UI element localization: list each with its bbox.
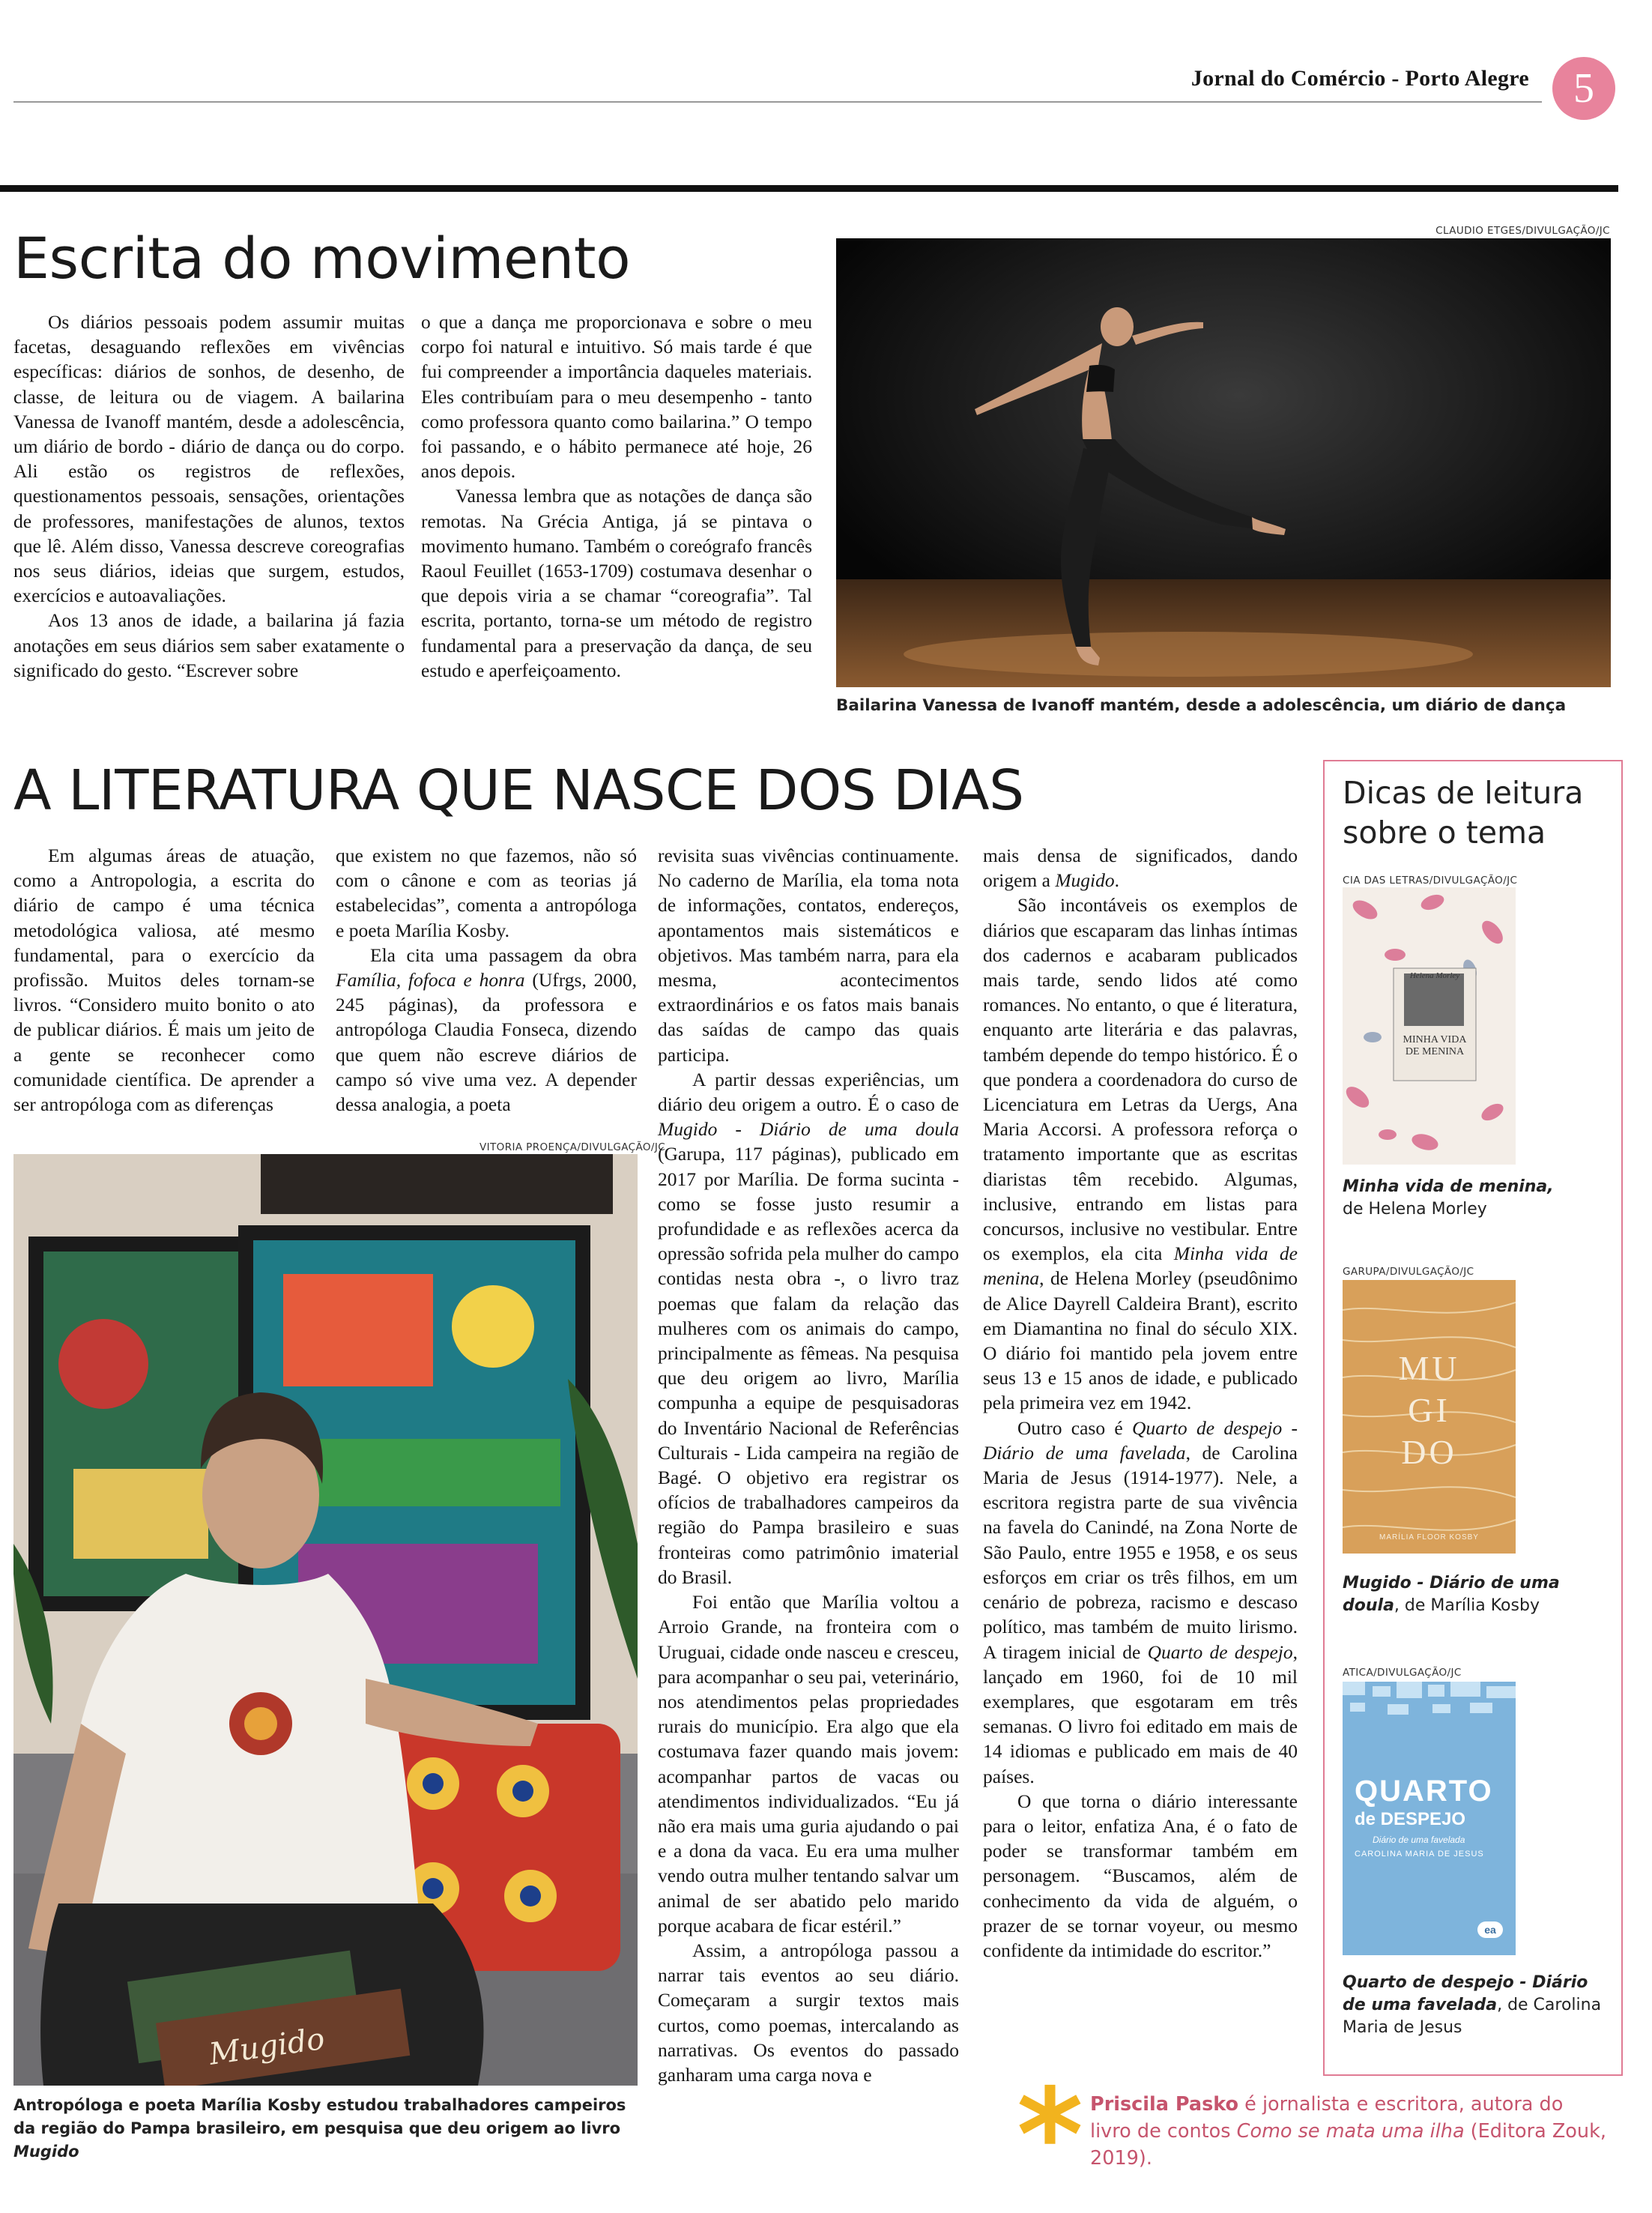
publisher-logo: ea bbox=[1477, 1921, 1503, 1938]
paragraph: A partir dessas experiências, um diário deu origem a outro. É o caso de Mugido - Diário de uma doula (Garupa, 117 páginas), publicado em 2017 por Marília. De forma sucinta - como se fosse justo resumir a profundidade e as reflexões acerca da opressão sofrida pela mulher do campo contidas nesta obra -, o livro traz poemas que falam da relação das mulheres com os animais do campo, principalmente as fêmeas. Na pesquisa que deu origem ao livro, Marília compunha a equipe de pesquisadoras do Inventário Nacional de Referências Culturais - Lida campeira na região de Bagé. O objetivo era registrar os ofícios de trabalhadores campeiros da região do Pampa brasileiro e suas fronteiras como patrimônio imaterial do Brasil. bbox=[658, 1068, 959, 1588]
book-caption-3: Quarto de despejo - Diário de uma favelada, de Carolina Maria de Jesus bbox=[1343, 1973, 1602, 2037]
book-cover-subtitle: Diário de uma favelada bbox=[1373, 1835, 1465, 1845]
article-title-escrita: Escrita do movimento bbox=[13, 225, 631, 292]
paragraph: o que a dança me proporcionava e sobre o meu corpo foi natural e intuitivo. Só mais tarde é que fui compreender a importância daqueles materiais. Eles contribuíam para o meu desempenho - tanto como professora quanto como bailarina.” O tempo foi passando, e o hábito permanece até hoje, 26 anos depois. bbox=[421, 311, 812, 483]
paragraph: Em algumas áreas de atuação, como a Antropologia, a escrita do diário de campo é uma técnica metodológica valiosa, até mesmo fundamental, para o exercício da profissão. Muitos deles tornam-se livros. “Considero muito bonito o ato de publicar diários. É mais um jeito de a gente se reconhecer como comunidade científica. De aprender a ser antropóloga com as diferenças bbox=[13, 845, 315, 1116]
paragraph: Os diários pessoais podem assumir muitas facetas, desaguando reflexões em vivências específicas: diários de sonhos, de desenho, de classe, de leitura ou de viagem. A bailarina Vanessa de Ivanoff mantém, desde a adolescência, um diário de bordo - diário de dança ou do corpo. Ali estão os registros de reflexões, questionamentos pessoais, sensações, orientações de professores, manifestações de alunos, textos que lê. Além disso, Vanessa descreve coreografias nos seus diários, ideias que surgem, estudos, exercícios e autoavaliações. bbox=[13, 311, 405, 607]
paragraph: Foi então que Marília voltou a Arroio Grande, na fronteira com o Uruguai, cidade onde nasceu e cresceu, para acompanhar o seu pai, veterinário, nos atendimentos pelas propriedades rurais do município. Era algo que ela costumava fazer quando mais jovem: acompanhar partos de vacas ou atendimentos individualizados. “Eu já não era mais uma guria ajudando o pai e a dona da vaca. Eu era uma mulher vendo outra mulher tentando salvar um animal de ser abatido pelo marido porque acabara de ficar estéril.” bbox=[658, 1591, 959, 1936]
paragraph: Vanessa lembra que as notações de dança são remotas. Na Grécia Antiga, já se pintava o movimento humano. Também o coreógrafo francês Raoul Feuillet (1653-1709) costumava desenhar o que depois viria a se chamar “coreografia”. Tal escrita, portanto, torna-se um método de registro fundamental para a preservação da dança, de seu estudo e aperfeiçoamento. bbox=[421, 485, 812, 681]
paragraph: mais densa de significados, dando origem a Mugido. bbox=[983, 845, 1298, 892]
book-cover-quarto bbox=[1343, 1682, 1516, 1955]
book-cover-author: MARÍLIA FLOOR KOSBY bbox=[1379, 1533, 1479, 1542]
author-bio: Priscila Pasko é jornalista e escritora, autora do livro de contos Como se mata uma ilha (Editora Zouk, 2019). bbox=[1090, 2093, 1606, 2170]
paragraph: São incontáveis os exemplos de diários que escaparam das linhas íntimas dos cadernos e acabaram publicados mais tarde, sendo lidos até como romances. No entanto, o que é literatura, enquanto arte literária e das palavras, também depende do tempo histórico. É o que pondera a coordenadora do curso de Licenciatura em Letras da Uergs, Ana Maria Accorsi. A professora reforça o tratamento importante que as escritas diaristas têm recebido. Algumas, inclusive, entrando em listas para concursos, inclusive no vestibular. Entre os exemplos, ela cita Minha vida de menina, de Helena Morley (pseudônimo de Alice Dayrell Caldeira Brant), escrito em Diamantina no final do século XIX. O diário foi mantido pela jovem entre seus 13 e 15 anos de idade, e publicado pela primeira vez em 1942. bbox=[983, 894, 1298, 1414]
paragraph: Ela cita uma passagem da obra Família, fofoca e honra (Ufrgs, 2000, 245 páginas), da professora e antropóloga Claudia Fonseca, dizendo que quem não escreve diários de campo só vive uma vez. A depender dessa analogia, a poeta bbox=[336, 944, 637, 1116]
book-cover-title: MINHA VIDA DE MENINA bbox=[1403, 1034, 1467, 1057]
book-caption-1: Minha vida de menina, de Helena Morley bbox=[1343, 1177, 1554, 1219]
book-cover-author: Helena Morley bbox=[1409, 971, 1460, 980]
photo-credit-dancer: CLAUDIO ETGES/DIVULGAÇÃO/JC bbox=[1435, 225, 1610, 237]
author-name: Priscila Pasko bbox=[1090, 2093, 1239, 2116]
asterisk-icon: * bbox=[1017, 2062, 1083, 2210]
page-number-badge: 5 bbox=[1552, 57, 1615, 120]
marilia-photo bbox=[13, 1154, 638, 2086]
photo-caption-dancer: Bailarina Vanessa de Ivanoff mantém, desde a adolescência, um diário de dança bbox=[836, 696, 1567, 715]
marilia-illustration bbox=[13, 1154, 638, 2086]
paragraph: Outro caso é Quarto de despejo - Diário de uma favelada, de Carolina Maria de Jesus (1914-1977). Nele, a escritora registra parte de sua vivência na favela do Canindé, na Zona Norte de São Paulo, entre 1955 e 1958, e os seus esforços em criar os três filhos, em um cenário de pobreza, racismo e descaso político, mas também de muito lirismo. A tiragem inicial de Quarto de despejo, lançado em 1960, foi de 10 mil exemplares, que esgotaram em três semanas. O livro foi editado em mais de 14 idiomas e publicado em mais de 40 países. bbox=[983, 1416, 1298, 1787]
header-rule bbox=[13, 101, 1542, 103]
paragraph: revisita suas vivências continuamente. No caderno de Marília, ela toma nota de informações, contatos, endereços, apontamentos mais sistemáticos e objetivos. Mas também narra, para ela mesma, acontecimentos extraordinários e os fatos mais banais das saídas de campo das quais participa. bbox=[658, 845, 959, 1066]
book-cover-title: MU GI DO bbox=[1398, 1349, 1460, 1471]
escrita-column-2 bbox=[421, 310, 812, 683]
escrita-column-1 bbox=[13, 310, 405, 683]
article-title-literatura: A LITERATURA QUE NASCE DOS DIAS bbox=[13, 758, 1024, 823]
book-cover-title-1: QUARTO bbox=[1355, 1775, 1493, 1808]
book-cover-mugido bbox=[1343, 1280, 1516, 1554]
city-pattern bbox=[1343, 1682, 1516, 1757]
literatura-column-4 bbox=[983, 843, 1298, 1963]
section-rule bbox=[0, 185, 1618, 192]
book-credit-2: GARUPA/DIVULGAÇÃO/JC bbox=[1343, 1266, 1474, 1278]
book-title: Família, fofoca e honra bbox=[336, 969, 525, 991]
book-cover-author: CAROLINA MARIA DE JESUS bbox=[1355, 1850, 1484, 1859]
dancer-illustration bbox=[836, 238, 1611, 687]
paragraph: O que torna o diário interessante para o leitor, enfatiza Ana, é o fato de poder se transformar também em personagem. “Buscamos, além de conhecimento da vida de alguém, o prazer de se tornar voyeur, ou mesmo confidente da intimidade do escritor.” bbox=[983, 1790, 1298, 1961]
literatura-column-3 bbox=[658, 843, 959, 2087]
literatura-column-2 bbox=[336, 843, 637, 1117]
paragraph: Aos 13 anos de idade, a bailarina já fazia anotações em seus diários sem saber exatamente o significado do gesto. “Escrever sobre bbox=[13, 609, 405, 681]
book-cover-minha-vida bbox=[1343, 887, 1516, 1165]
book-caption-2: Mugido - Diário de uma doula, de Marília Kosby bbox=[1343, 1574, 1560, 1615]
photo-credit-marilia: VITORIA PROENÇA/DIVULGAÇÃO/JC bbox=[479, 1141, 666, 1153]
book-credit-1: CIA DAS LETRAS/DIVULGAÇÃO/JC bbox=[1343, 875, 1518, 887]
photo-caption-marilia: Antropóloga e poeta Marília Kosby estudou trabalhadores campeiros da região do Pampa brasileiro, em pesquisa que deu origem ao livro Mugido bbox=[13, 2096, 626, 2161]
paragraph: que existem no que fazemos, não só com o cânone e com as teorias já estabelecidas”, comenta a antropóloga e poeta Marília Kosby. bbox=[336, 845, 637, 941]
running-head: Jornal do Comércio - Porto Alegre bbox=[1190, 66, 1529, 91]
literatura-column-1 bbox=[13, 843, 315, 1117]
dancer-photo bbox=[836, 238, 1611, 687]
petals-pattern bbox=[1343, 887, 1516, 1165]
book-credit-3: ATICA/DIVULGAÇÃO/JC bbox=[1343, 1667, 1462, 1679]
book-cover-title-2: de DESPEJO bbox=[1355, 1809, 1466, 1829]
book-on-table-title: Mugido bbox=[207, 2021, 327, 2072]
paragraph: Assim, a antropóloga passou a narrar tais eventos ao seu diário. Começaram a surgir textos mais curtos, como poemas, intercalando as narrativas. Os eventos do passado ganharam uma carga nova e bbox=[658, 1939, 959, 2086]
reading-tips-title: Dicas de leitura sobre o tema bbox=[1343, 775, 1584, 851]
